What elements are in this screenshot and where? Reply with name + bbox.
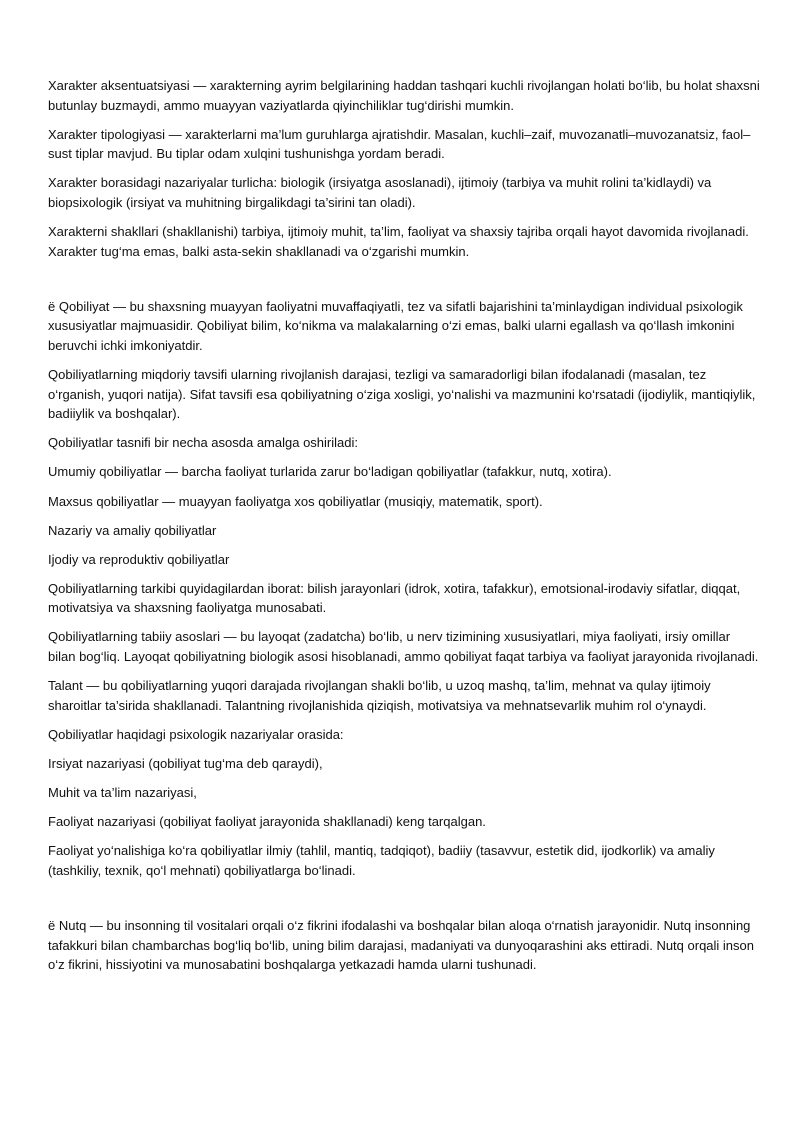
paragraph-maxsus-qobiliyatlar: Maxsus qobiliyatlar — muayyan faoliyatga xos qobiliyatlar (musiqiy, matematik, sport). [48, 493, 543, 509]
paragraph-xarakter-nazariyalar: Xarakter borasidagi nazariyalar turlicha: biologik (irsiyatga asoslanadi), ijtimoiy (tarbiya va muhit rolini ta’kidlaydi) va biopsixologik (irsiyat va muhitning birgalikdagi ta’sirini tan oladi). [48, 175, 712, 210]
section-spacer [48, 271, 760, 297]
paragraph-xarakter-aksentuatsiyasi: Xarakter aksentuatsiyasi — xarakterning ayrim belgilarining haddan tashqari kuchli rivojlangan holati bo‘lib, bu holat shaxsni butunlay buzmaydi, ammo muayyan vaziyatlarda qiyinchiliklar tug‘dirishi mumkin. [48, 78, 760, 113]
paragraph-qobiliyat-definition: ë Qobiliyat — bu shaxsning muayyan faoliyatni muvaffaqiyatli, tez va sifatli bajarishini ta’minlaydigan individual psixologik xususiyatlar majmuasidir. Qobiliyat bilim, ko‘nikma va malakalarning o‘zi emas, balki ularni egallash va qo‘llash imkonini beruvchi ichki imkoniyatdir. [48, 298, 743, 353]
paragraph-nazariyalar-intro: Qobiliyatlar haqidagi psixologik nazariyalar orasida: [48, 726, 344, 742]
paragraph-talant: Talant — bu qobiliyatlarning yuqori darajada rivojlangan shakli bo‘lib, u uzoq mashq, ta’lim, mehnat va qulay ijtimoiy sharoitlar ta’sirida shakllanadi. Talantning rivojlanishida qiziqish, motivatsiya va mehnatsevarlik muhim rol o‘ynaydi. [48, 678, 711, 713]
paragraph-qobiliyat-tasnifi: Qobiliyatlar tasnifi bir necha asosda amalga oshiriladi: [48, 435, 358, 451]
document-page [48, 76, 760, 984]
paragraph-nazariy-amaliy: Nazariy va amaliy qobiliyatlar [48, 522, 217, 538]
paragraph-qobiliyat-tavsifi: Qobiliyatlarning miqdoriy tavsifi ularning rivojlanish darajasi, tezligi va samaradorligi bilan ifodalanadi (masalan, tez o‘rganish, yuqori natija). Sifat tavsifi esa qobiliyatning o‘ziga xosligi, yo‘nalishi va mazmunini ko‘rsatadi (ijodiylik, mantiqiylik, badiiylik va boshqalar). [48, 367, 756, 422]
paragraph-muhit-nazariyasi: Muhit va ta’lim nazariyasi, [48, 785, 197, 801]
paragraph-umumiy-qobiliyatlar: Umumiy qobiliyatlar — barcha faoliyat turlarida zarur bo‘ladigan qobiliyatlar (tafakkur, nutq, xotira). [48, 464, 612, 480]
paragraph-nutq-definition: ë Nutq — bu insonning til vositalari orqali o‘z fikrini ifodalashi va boshqalar bilan aloqa o‘rnatish jarayonidir. Nutq insonning tafakkuri bilan chambarchas bog‘liq bo‘lib, uning bilim darajasi, madaniyati va dunyoqarashini aks ettiradi. Nutq orqali inson o‘z fikrini, hissiyotini va munosabatini boshqalarga yetkazadi hamda ularni tushunadi. [48, 917, 754, 973]
paragraph-xarakter-shakllari: Xarakterni shakllari (shakllanishi) tarbiya, ijtimoiy muhit, ta’lim, faoliyat va shaxsiy tajriba orqali hayot davomida rivojlanadi. Xarakter tug‘ma emas, balki asta-sekin shakllanadi va o‘zgarishi mumkin. [48, 224, 749, 259]
section-xarakter [48, 76, 760, 261]
paragraph-xarakter-tipologiyasi: Xarakter tipologiyasi — xarakterlarni ma’lum guruhlarga ajratishdir. Masalan, kuchli–zaif, muvozanatli–muvozanatsiz, faol–sust tiplar mavjud. Bu tiplar odam xulqini tushunishga yordam beradi. [48, 126, 751, 162]
paragraph-qobiliyat-tarkibi: Qobiliyatlarning tarkibi quyidagilardan iborat: bilish jarayonlari (idrok, xotira, tafakkur), emotsional-irodaviy sifatlar, diqqat, motivatsiya va shaxsning faoliyatga munosabati. [48, 580, 741, 616]
paragraph-irsiyat-nazariyasi: Irsiyat nazariyasi (qobiliyat tug‘ma deb qaraydi), [48, 755, 323, 771]
paragraph-ijodiy-reproduktiv: Ijodiy va reproduktiv qobiliyatlar [48, 551, 230, 567]
paragraph-faoliyat-yonalishi: Faoliyat yo‘nalishiga ko‘ra qobiliyatlar ilmiy (tahlil, mantiq, tadqiqot), badiiy (tasavvur, estetik did, ijodkorlik) va amaliy (tashkiliy, texnik, qo‘l mehnati) qobiliyatlarga bo‘linadi. [48, 843, 715, 878]
paragraph-faoliyat-nazariyasi: Faoliyat nazariyasi (qobiliyat faoliyat jarayonida shakllanadi) keng tarqalgan. [48, 814, 486, 830]
section-nutq [48, 916, 760, 975]
section-spacer [48, 890, 760, 916]
section-qobiliyat [48, 297, 760, 881]
paragraph-tabiiy-asoslari: Qobiliyatlarning tabiiy asoslari — bu layoqat (zadatcha) bo‘lib, u nerv tizimining xususiyatlari, miya faoliyati, irsiy omillar bilan bog‘liq. Layoqat qobiliyatning biologik asosi hisoblanadi, ammo qobiliyat faqat tarbiya va faoliyat jarayonida rivojlanadi. [48, 629, 759, 665]
